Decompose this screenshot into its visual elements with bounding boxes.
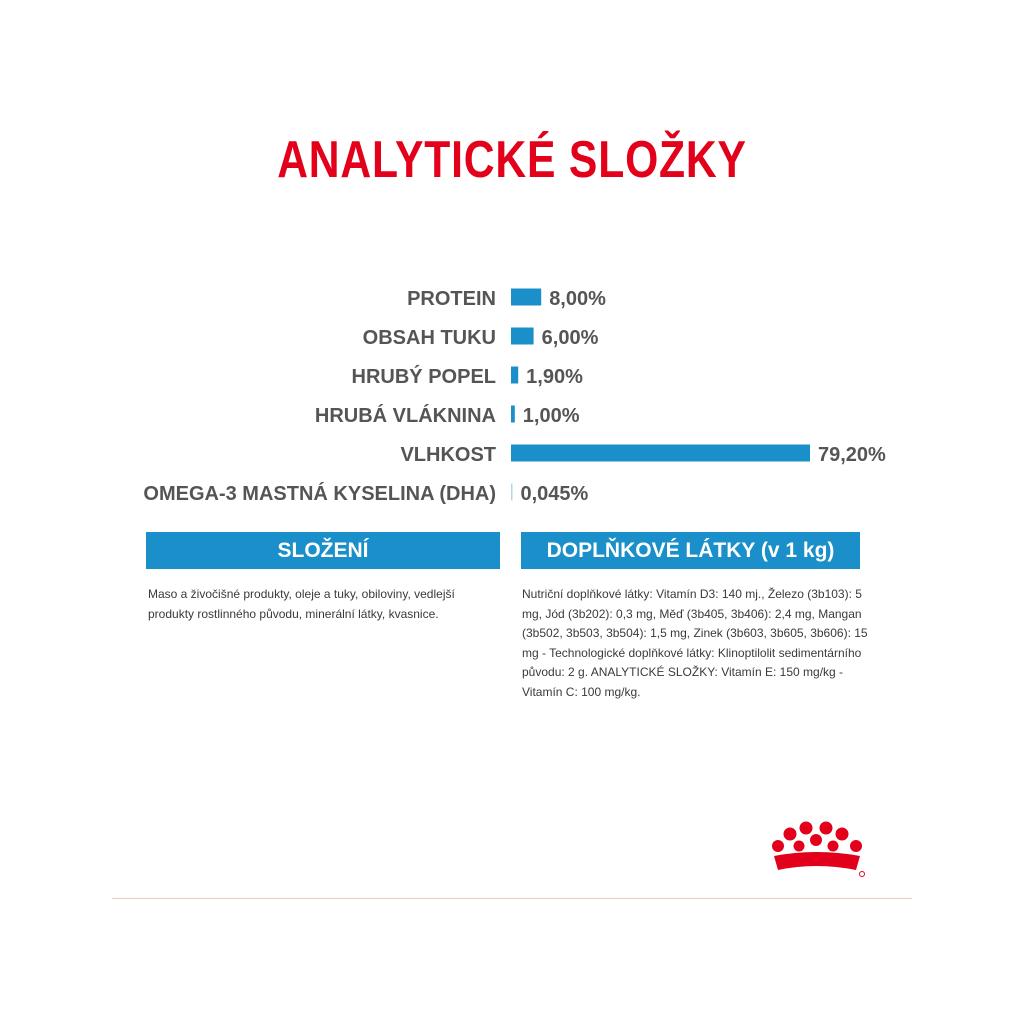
bar (511, 328, 534, 345)
value-label: 6,00% (541, 327, 599, 349)
bar (511, 445, 810, 462)
bar (511, 406, 515, 423)
value-label: 1,00% (522, 405, 580, 427)
additives-header (521, 532, 860, 569)
category-label: OBSAH TUKU (362, 327, 496, 349)
category-label: VLHKOST (400, 444, 496, 466)
page-title: ANALYTICKÉ SLOŽKY (277, 131, 747, 189)
bar (511, 367, 518, 384)
bar (511, 289, 541, 306)
bar (511, 484, 513, 501)
category-label: HRUBÝ POPEL (351, 366, 496, 388)
footer-divider (112, 898, 912, 899)
chart-rows (143, 288, 886, 505)
composition-header-label: SLOŽENÍ (277, 539, 369, 562)
composition-text: Maso a živočišné produkty, oleje a tuky, obiloviny, vedlejší produkty rostlinného původu, minerální látky, kvasnice. (148, 587, 455, 621)
crown-icon (768, 818, 868, 882)
value-label: 0,045% (520, 483, 589, 505)
value-label: 79,20% (817, 444, 886, 466)
value-label: 1,90% (526, 366, 583, 388)
category-label: PROTEIN (407, 288, 496, 310)
category-label: HRUBÁ VLÁKNINA (314, 405, 496, 427)
composition-header (146, 532, 500, 569)
category-label: OMEGA-3 MASTNÁ KYSELINA (DHA) (143, 483, 496, 505)
value-label: 8,00% (549, 288, 606, 310)
additives-text: Nutriční doplňkové látky: Vitamín D3: 140 mj., Železo (3b103): 5 mg, Jód (3b202): 0,3 mg, Měď (3b405, 3b406): 2,4 mg, Mangan (3b502, 3b503, 3b504): 1,5 mg, Zinek (3b603, 3b605, 3b606): 15 mg - Technologické doplňkové látky: Klinoptilolit sedimentárního původu: 2 g. ANALYTICKÉ SLOŽKY: Vitamín E: 150 mg/kg - Vitamín C: 100 mg/kg. (522, 587, 868, 699)
additives-header-label: DOPLŇKOVÉ LÁTKY (v 1 kg) (546, 539, 835, 562)
